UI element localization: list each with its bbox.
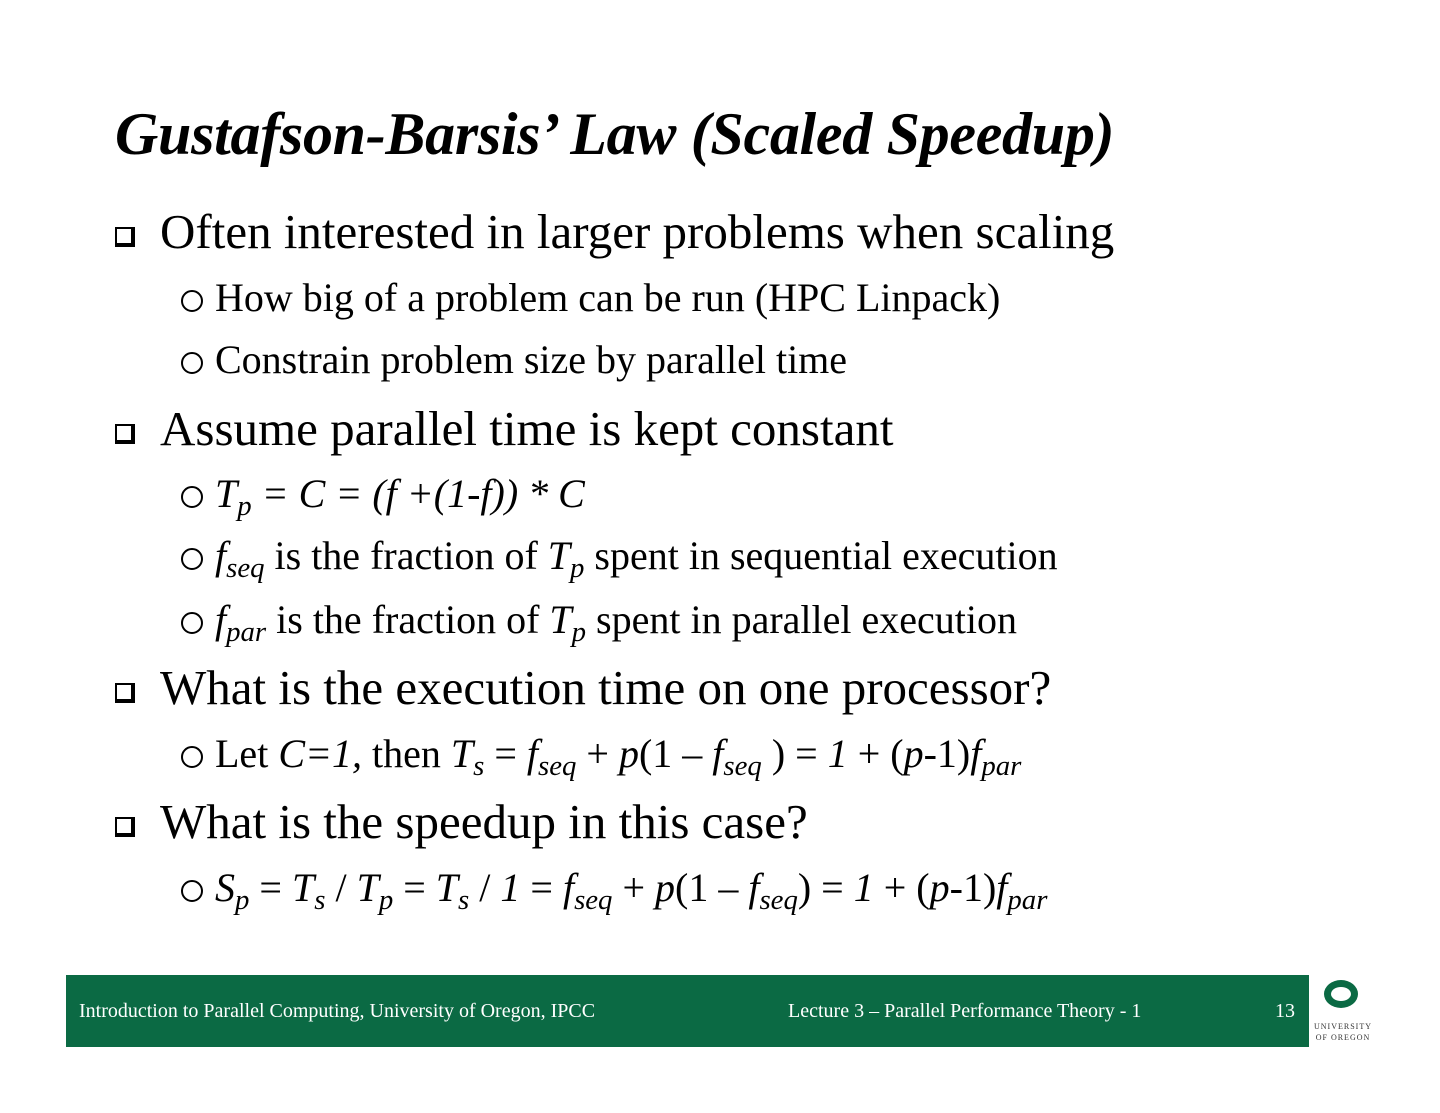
- circle-bullet-icon: [181, 548, 203, 570]
- text-close: ) =: [761, 731, 828, 776]
- num-one: 1: [500, 865, 521, 910]
- sub-s: s: [314, 884, 326, 917]
- op-eq: =: [520, 865, 563, 910]
- square-bullet-icon: [115, 817, 135, 837]
- text-mid: is the fraction of: [264, 533, 548, 578]
- bullet-1-text: Often interested in larger problems when scaling: [160, 204, 1115, 259]
- var-f: f: [712, 731, 724, 776]
- university-logo: [1312, 976, 1376, 1048]
- bullet-2-text: Assume parallel time is kept constant: [160, 401, 894, 456]
- square-bullet-icon: [115, 424, 135, 444]
- sub-s: s: [473, 750, 485, 783]
- formula-rest: = C = (f +(1-f)) * C: [251, 471, 585, 516]
- var-f: f: [996, 865, 1008, 910]
- bullet-3: [115, 660, 1051, 716]
- sub-p: p: [378, 884, 394, 917]
- square-bullet-icon: [115, 227, 135, 247]
- var-c1: C=1,: [278, 731, 362, 776]
- sub-seq: seq: [574, 884, 613, 917]
- logo-line-1: UNIVERSITY: [1314, 1022, 1372, 1031]
- sub-seq: seq: [226, 552, 265, 585]
- op-div: /: [325, 865, 357, 910]
- text-then: then: [361, 731, 451, 776]
- sub-p: p: [571, 616, 587, 649]
- text-minus: -1): [949, 865, 997, 910]
- sub-par: par: [1007, 884, 1048, 917]
- var-S: S: [215, 865, 235, 910]
- text-minus: -1): [923, 731, 971, 776]
- sub-bullet-1-1-text: How big of a problem can be run (HPC Linpack): [215, 275, 1001, 320]
- sub-bullet-4-1: [181, 864, 1048, 917]
- var-f: f: [526, 731, 539, 776]
- bullet-4-text: What is the speedup in this case?: [160, 794, 808, 849]
- op-eq: =: [393, 865, 436, 910]
- slide-title: Gustafson-Barsis’ Law (Scaled Speedup): [115, 101, 1115, 167]
- sub-p: p: [235, 884, 250, 917]
- op-eq: =: [249, 865, 292, 910]
- op-plus: + (: [847, 731, 904, 776]
- text-end: spent in sequential execution: [584, 533, 1058, 578]
- op-plus: + (: [873, 865, 930, 910]
- square-bullet-icon: [115, 683, 135, 703]
- sub-bullet-3-1: [181, 730, 1022, 783]
- sub-p: p: [570, 552, 585, 585]
- footer-lecture: Lecture 3 – Parallel Performance Theory - 1: [788, 1000, 1142, 1022]
- text-open: (1 –: [675, 865, 749, 910]
- var-T: T: [356, 865, 379, 910]
- var-p: p: [618, 731, 639, 776]
- op-eq: =: [484, 731, 527, 776]
- num-one: 1: [853, 865, 874, 910]
- logo-line-2: OF OREGON: [1315, 1033, 1371, 1042]
- bullet-1: [115, 204, 1114, 260]
- var-p: p: [929, 865, 950, 910]
- var-T: T: [291, 865, 315, 910]
- sub-seq: seq: [723, 750, 762, 783]
- bullet-4: [115, 794, 808, 850]
- text-close: ) =: [797, 865, 854, 910]
- circle-bullet-icon: [181, 486, 203, 508]
- sub-s: s: [458, 884, 470, 917]
- sub-bullet-1-1: [181, 274, 1000, 322]
- circle-bullet-icon: [181, 290, 203, 312]
- text-mid: is the fraction of: [266, 597, 550, 642]
- sub-p: p: [237, 490, 252, 523]
- num-one: 1: [827, 731, 848, 776]
- sub-bullet-1-2: [181, 336, 847, 384]
- var-f: f: [562, 865, 575, 910]
- var-f: f: [970, 731, 982, 776]
- page-number: 13: [1275, 1000, 1295, 1022]
- circle-bullet-icon: [181, 880, 203, 902]
- sub-par: par: [981, 750, 1022, 783]
- circle-bullet-icon: [181, 746, 203, 768]
- footer-bar: [66, 975, 1309, 1047]
- text-open: (1 –: [638, 731, 713, 776]
- var-T: T: [435, 865, 459, 910]
- var-T: T: [450, 731, 474, 776]
- sub-bullet-2-2: [181, 532, 1058, 585]
- sub-bullet-1-2-text: Constrain problem size by parallel time: [215, 337, 848, 382]
- bullet-2: [115, 401, 893, 457]
- var-f: f: [748, 865, 760, 910]
- o-logo-icon: [1324, 980, 1358, 1008]
- var-p: p: [903, 731, 924, 776]
- op-div: /: [469, 865, 501, 910]
- sub-par: par: [226, 616, 267, 649]
- op-plus: +: [576, 731, 619, 776]
- footer-course: Introduction to Parallel Computing, University of Oregon, IPCC: [79, 1000, 596, 1022]
- var-f: f: [215, 597, 227, 642]
- sub-seq: seq: [759, 884, 798, 917]
- op-plus: +: [612, 865, 656, 910]
- sub-seq: seq: [538, 750, 577, 783]
- sub-bullet-2-1: [181, 470, 585, 523]
- sub-bullet-2-3: [181, 596, 1018, 649]
- circle-bullet-icon: [181, 352, 203, 374]
- var-T: T: [215, 471, 238, 516]
- var-T: T: [547, 533, 571, 578]
- circle-bullet-icon: [181, 612, 203, 634]
- text-let: Let: [215, 731, 279, 776]
- var-T: T: [549, 597, 572, 642]
- var-p: p: [655, 865, 676, 910]
- text-end: spent in parallel execution: [586, 597, 1018, 642]
- bullet-3-text: What is the execution time on one processor?: [160, 660, 1052, 715]
- var-f: f: [215, 533, 227, 578]
